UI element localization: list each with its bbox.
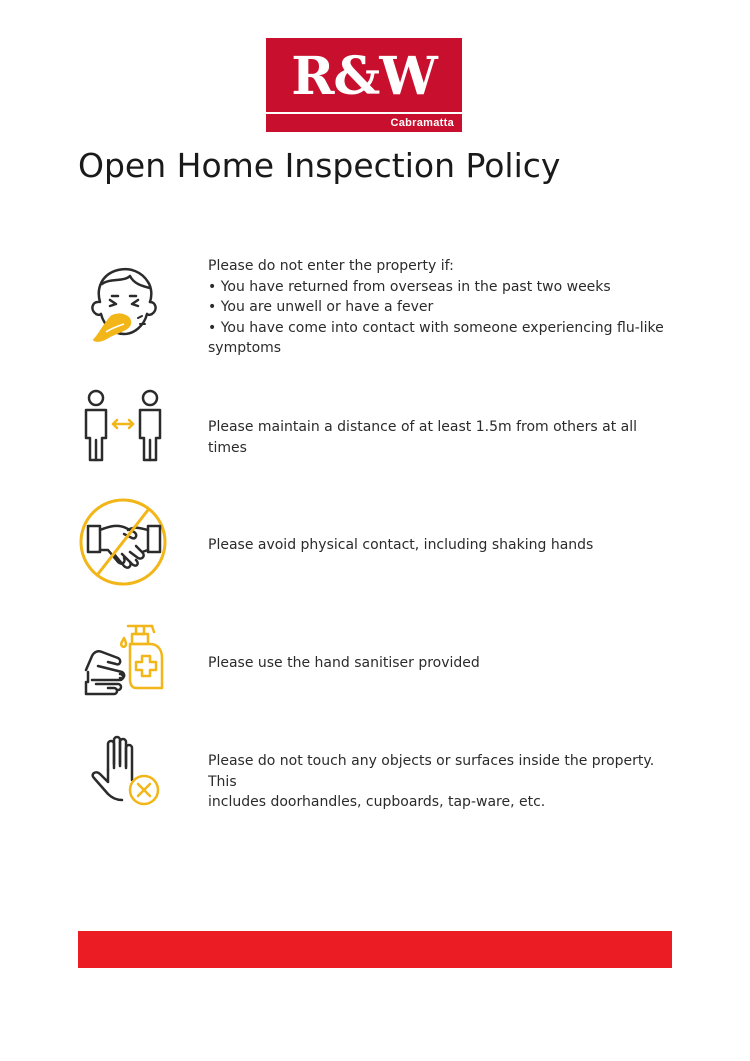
hand-sanitiser-icon <box>78 622 170 714</box>
rule-line: • You are unwell or have a fever <box>208 299 434 315</box>
no-handshake-icon <box>78 496 170 588</box>
footer-bar <box>78 931 672 968</box>
rule-text-sanitiser <box>208 653 668 674</box>
rule-line: symptoms <box>208 340 282 356</box>
sick-person-sneezing-icon <box>78 258 170 350</box>
logo-office-text: Cabramatta <box>390 117 454 129</box>
do-not-touch-icon <box>78 734 170 826</box>
rule-line: • You have returned from overseas in the past two weeks <box>208 278 611 295</box>
page-title: Open Home Inspection Policy <box>78 146 561 185</box>
logo-brand-text: R&W <box>291 46 437 107</box>
rule-text-no-touch <box>208 751 668 813</box>
rule-line: includes doorhandles, cupboards, tap-ware, etc. <box>208 794 546 810</box>
rule-line: • You have come into contact with someone experiencing flu-like <box>208 319 664 336</box>
rule-line: Please maintain a distance of at least 1.5m from others at all times <box>208 419 638 456</box>
rule-text-symptoms <box>208 256 668 359</box>
rule-text-distance <box>208 417 668 458</box>
brand-logo <box>266 38 462 132</box>
rule-line: Please do not enter the property if: <box>208 258 454 274</box>
social-distance-icon <box>78 384 170 476</box>
logo-divider <box>266 112 462 114</box>
rule-line: Please use the hand sanitiser provided <box>208 655 480 671</box>
rule-text-no-contact <box>208 535 668 556</box>
rule-line: Please avoid physical contact, including shaking hands <box>208 537 594 553</box>
rule-line: Please do not touch any objects or surfaces inside the property. This <box>208 753 655 790</box>
